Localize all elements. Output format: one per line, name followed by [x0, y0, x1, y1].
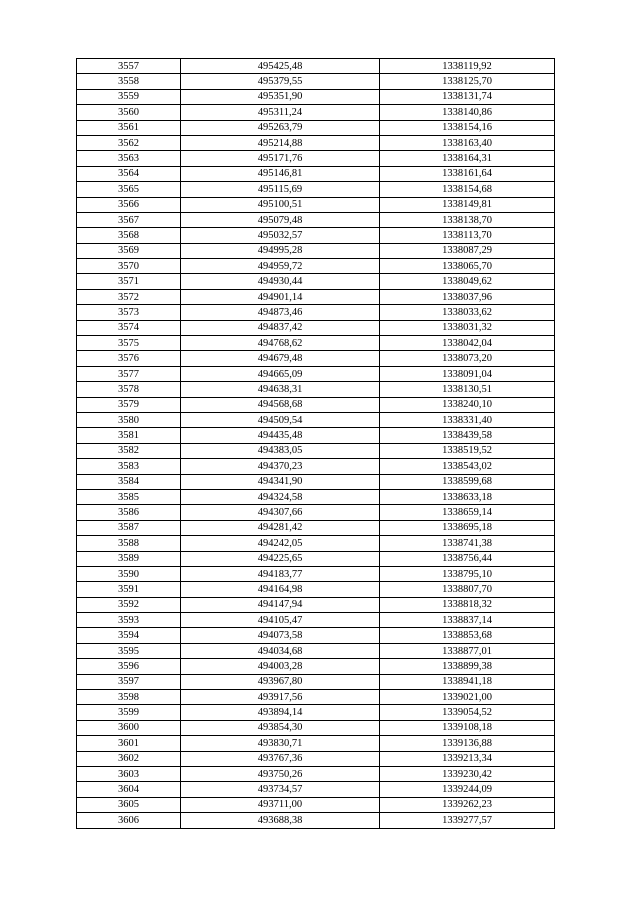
y-coordinate-cell: 1338125,70 [380, 74, 555, 89]
point-number-cell: 3557 [77, 59, 181, 74]
y-coordinate-cell: 1338331,40 [380, 412, 555, 427]
table-row [77, 320, 555, 335]
y-coordinate-cell: 1338519,52 [380, 443, 555, 458]
y-coordinate-cell: 1339277,57 [380, 813, 555, 828]
y-coordinate-cell: 1338818,32 [380, 597, 555, 612]
y-coordinate-cell: 1338695,18 [380, 520, 555, 535]
y-coordinate-cell: 1338154,16 [380, 120, 555, 135]
x-coordinate-cell: 494324,58 [181, 489, 380, 504]
table-row [77, 705, 555, 720]
point-number-cell: 3590 [77, 566, 181, 581]
table-row [77, 690, 555, 705]
table-row [77, 397, 555, 412]
table-row [77, 659, 555, 674]
y-coordinate-cell: 1338037,96 [380, 289, 555, 304]
x-coordinate-cell: 494930,44 [181, 274, 380, 289]
x-coordinate-cell: 495425,48 [181, 59, 380, 74]
point-number-cell: 3583 [77, 459, 181, 474]
x-coordinate-cell: 495311,24 [181, 105, 380, 120]
y-coordinate-cell: 1338087,29 [380, 243, 555, 258]
x-coordinate-cell: 494383,05 [181, 443, 380, 458]
point-number-cell: 3574 [77, 320, 181, 335]
y-coordinate-cell: 1338154,68 [380, 182, 555, 197]
y-coordinate-cell: 1338741,38 [380, 536, 555, 551]
table-row [77, 474, 555, 489]
table-row [77, 166, 555, 181]
y-coordinate-cell: 1338240,10 [380, 397, 555, 412]
point-number-cell: 3578 [77, 382, 181, 397]
table-row [77, 289, 555, 304]
y-coordinate-cell: 1339244,09 [380, 782, 555, 797]
point-number-cell: 3560 [77, 105, 181, 120]
table-row [77, 720, 555, 735]
y-coordinate-cell: 1338439,58 [380, 428, 555, 443]
x-coordinate-cell: 494307,66 [181, 505, 380, 520]
y-coordinate-cell: 1338633,18 [380, 489, 555, 504]
point-number-cell: 3565 [77, 182, 181, 197]
y-coordinate-cell: 1338164,31 [380, 151, 555, 166]
y-coordinate-cell: 1338795,10 [380, 566, 555, 581]
x-coordinate-cell: 494281,42 [181, 520, 380, 535]
table-row [77, 382, 555, 397]
x-coordinate-cell: 493854,30 [181, 720, 380, 735]
point-number-cell: 3569 [77, 243, 181, 258]
x-coordinate-cell: 495351,90 [181, 89, 380, 104]
table-row [77, 74, 555, 89]
point-number-cell: 3586 [77, 505, 181, 520]
point-number-cell: 3581 [77, 428, 181, 443]
x-coordinate-cell: 495379,55 [181, 74, 380, 89]
point-number-cell: 3601 [77, 736, 181, 751]
y-coordinate-cell: 1338140,86 [380, 105, 555, 120]
table-row [77, 135, 555, 150]
x-coordinate-cell: 493967,80 [181, 674, 380, 689]
point-number-cell: 3573 [77, 305, 181, 320]
point-number-cell: 3577 [77, 366, 181, 381]
x-coordinate-cell: 494638,31 [181, 382, 380, 397]
x-coordinate-cell: 494665,09 [181, 366, 380, 381]
point-number-cell: 3584 [77, 474, 181, 489]
point-number-cell: 3562 [77, 135, 181, 150]
table-row [77, 120, 555, 135]
table-row [77, 813, 555, 828]
x-coordinate-cell: 494959,72 [181, 259, 380, 274]
table-row [77, 336, 555, 351]
x-coordinate-cell: 494034,68 [181, 643, 380, 658]
point-number-cell: 3572 [77, 289, 181, 304]
x-coordinate-cell: 493894,14 [181, 705, 380, 720]
y-coordinate-cell: 1338119,92 [380, 59, 555, 74]
table-row [77, 151, 555, 166]
point-number-cell: 3595 [77, 643, 181, 658]
y-coordinate-cell: 1338065,70 [380, 259, 555, 274]
x-coordinate-cell: 494164,98 [181, 582, 380, 597]
y-coordinate-cell: 1338941,18 [380, 674, 555, 689]
point-number-cell: 3591 [77, 582, 181, 597]
table-row [77, 751, 555, 766]
y-coordinate-cell: 1338149,81 [380, 197, 555, 212]
point-number-cell: 3566 [77, 197, 181, 212]
table-row [77, 412, 555, 427]
table-row [77, 428, 555, 443]
table-row [77, 536, 555, 551]
table-row [77, 613, 555, 628]
x-coordinate-cell: 494341,90 [181, 474, 380, 489]
table-row [77, 443, 555, 458]
x-coordinate-cell: 494242,05 [181, 536, 380, 551]
y-coordinate-cell: 1338899,38 [380, 659, 555, 674]
y-coordinate-cell: 1339262,23 [380, 797, 555, 812]
y-coordinate-cell: 1339213,34 [380, 751, 555, 766]
y-coordinate-cell: 1338161,64 [380, 166, 555, 181]
y-coordinate-cell: 1338163,40 [380, 135, 555, 150]
x-coordinate-cell: 493734,57 [181, 782, 380, 797]
x-coordinate-cell: 495100,51 [181, 197, 380, 212]
y-coordinate-cell: 1339054,52 [380, 705, 555, 720]
table-row [77, 505, 555, 520]
table-row [77, 228, 555, 243]
y-coordinate-cell: 1338073,20 [380, 351, 555, 366]
table-row [77, 305, 555, 320]
point-number-cell: 3585 [77, 489, 181, 504]
y-coordinate-cell: 1338138,70 [380, 212, 555, 227]
y-coordinate-cell: 1338599,68 [380, 474, 555, 489]
point-number-cell: 3602 [77, 751, 181, 766]
table-row [77, 259, 555, 274]
y-coordinate-cell: 1338807,70 [380, 582, 555, 597]
y-coordinate-cell: 1339021,00 [380, 690, 555, 705]
table-row [77, 182, 555, 197]
x-coordinate-cell: 494995,28 [181, 243, 380, 258]
y-coordinate-cell: 1338042,04 [380, 336, 555, 351]
table-row [77, 197, 555, 212]
y-coordinate-cell: 1338543,02 [380, 459, 555, 474]
table-row [77, 459, 555, 474]
x-coordinate-cell: 494183,77 [181, 566, 380, 581]
point-number-cell: 3592 [77, 597, 181, 612]
x-coordinate-cell: 495263,79 [181, 120, 380, 135]
x-coordinate-cell: 494837,42 [181, 320, 380, 335]
point-number-cell: 3589 [77, 551, 181, 566]
x-coordinate-cell: 493711,00 [181, 797, 380, 812]
x-coordinate-cell: 495214,88 [181, 135, 380, 150]
point-number-cell: 3568 [77, 228, 181, 243]
point-number-cell: 3575 [77, 336, 181, 351]
point-number-cell: 3580 [77, 412, 181, 427]
table-row [77, 366, 555, 381]
table-row [77, 643, 555, 658]
point-number-cell: 3597 [77, 674, 181, 689]
x-coordinate-cell: 494003,28 [181, 659, 380, 674]
x-coordinate-cell: 494568,68 [181, 397, 380, 412]
table-row [77, 797, 555, 812]
point-number-cell: 3594 [77, 628, 181, 643]
table-row [77, 489, 555, 504]
y-coordinate-cell: 1338659,14 [380, 505, 555, 520]
x-coordinate-cell: 494435,48 [181, 428, 380, 443]
coordinates-table-body [77, 59, 555, 829]
point-number-cell: 3559 [77, 89, 181, 104]
x-coordinate-cell: 495032,57 [181, 228, 380, 243]
x-coordinate-cell: 494073,58 [181, 628, 380, 643]
table-row [77, 674, 555, 689]
y-coordinate-cell: 1338131,74 [380, 89, 555, 104]
point-number-cell: 3570 [77, 259, 181, 274]
point-number-cell: 3600 [77, 720, 181, 735]
table-row [77, 105, 555, 120]
point-number-cell: 3582 [77, 443, 181, 458]
point-number-cell: 3593 [77, 613, 181, 628]
point-number-cell: 3606 [77, 813, 181, 828]
table-row [77, 766, 555, 781]
y-coordinate-cell: 1338877,01 [380, 643, 555, 658]
table-row [77, 597, 555, 612]
y-coordinate-cell: 1338837,14 [380, 613, 555, 628]
point-number-cell: 3571 [77, 274, 181, 289]
x-coordinate-cell: 493830,71 [181, 736, 380, 751]
x-coordinate-cell: 494679,48 [181, 351, 380, 366]
y-coordinate-cell: 1338049,62 [380, 274, 555, 289]
x-coordinate-cell: 494370,23 [181, 459, 380, 474]
y-coordinate-cell: 1339230,42 [380, 766, 555, 781]
point-number-cell: 3596 [77, 659, 181, 674]
x-coordinate-cell: 494509,54 [181, 412, 380, 427]
table-row [77, 582, 555, 597]
x-coordinate-cell: 495079,48 [181, 212, 380, 227]
x-coordinate-cell: 493688,38 [181, 813, 380, 828]
table-row [77, 274, 555, 289]
table-row [77, 736, 555, 751]
point-number-cell: 3605 [77, 797, 181, 812]
y-coordinate-cell: 1338756,44 [380, 551, 555, 566]
table-row [77, 782, 555, 797]
point-number-cell: 3579 [77, 397, 181, 412]
x-coordinate-cell: 493917,56 [181, 690, 380, 705]
point-number-cell: 3564 [77, 166, 181, 181]
y-coordinate-cell: 1338130,51 [380, 382, 555, 397]
x-coordinate-cell: 493767,36 [181, 751, 380, 766]
y-coordinate-cell: 1338031,32 [380, 320, 555, 335]
x-coordinate-cell: 495115,69 [181, 182, 380, 197]
x-coordinate-cell: 495171,76 [181, 151, 380, 166]
x-coordinate-cell: 494768,62 [181, 336, 380, 351]
table-row [77, 520, 555, 535]
point-number-cell: 3561 [77, 120, 181, 135]
point-number-cell: 3587 [77, 520, 181, 535]
table-row [77, 566, 555, 581]
table-row [77, 243, 555, 258]
table-row [77, 89, 555, 104]
x-coordinate-cell: 494873,46 [181, 305, 380, 320]
coordinates-table [76, 58, 555, 829]
table-row [77, 551, 555, 566]
x-coordinate-cell: 494225,65 [181, 551, 380, 566]
y-coordinate-cell: 1338091,04 [380, 366, 555, 381]
table-row [77, 59, 555, 74]
point-number-cell: 3567 [77, 212, 181, 227]
point-number-cell: 3603 [77, 766, 181, 781]
x-coordinate-cell: 495146,81 [181, 166, 380, 181]
y-coordinate-cell: 1339136,88 [380, 736, 555, 751]
y-coordinate-cell: 1339108,18 [380, 720, 555, 735]
x-coordinate-cell: 494147,94 [181, 597, 380, 612]
y-coordinate-cell: 1338033,62 [380, 305, 555, 320]
point-number-cell: 3563 [77, 151, 181, 166]
point-number-cell: 3588 [77, 536, 181, 551]
point-number-cell: 3576 [77, 351, 181, 366]
point-number-cell: 3558 [77, 74, 181, 89]
x-coordinate-cell: 494901,14 [181, 289, 380, 304]
x-coordinate-cell: 494105,47 [181, 613, 380, 628]
y-coordinate-cell: 1338853,68 [380, 628, 555, 643]
point-number-cell: 3599 [77, 705, 181, 720]
point-number-cell: 3598 [77, 690, 181, 705]
table-row [77, 628, 555, 643]
x-coordinate-cell: 493750,26 [181, 766, 380, 781]
table-row [77, 351, 555, 366]
y-coordinate-cell: 1338113,70 [380, 228, 555, 243]
point-number-cell: 3604 [77, 782, 181, 797]
table-row [77, 212, 555, 227]
